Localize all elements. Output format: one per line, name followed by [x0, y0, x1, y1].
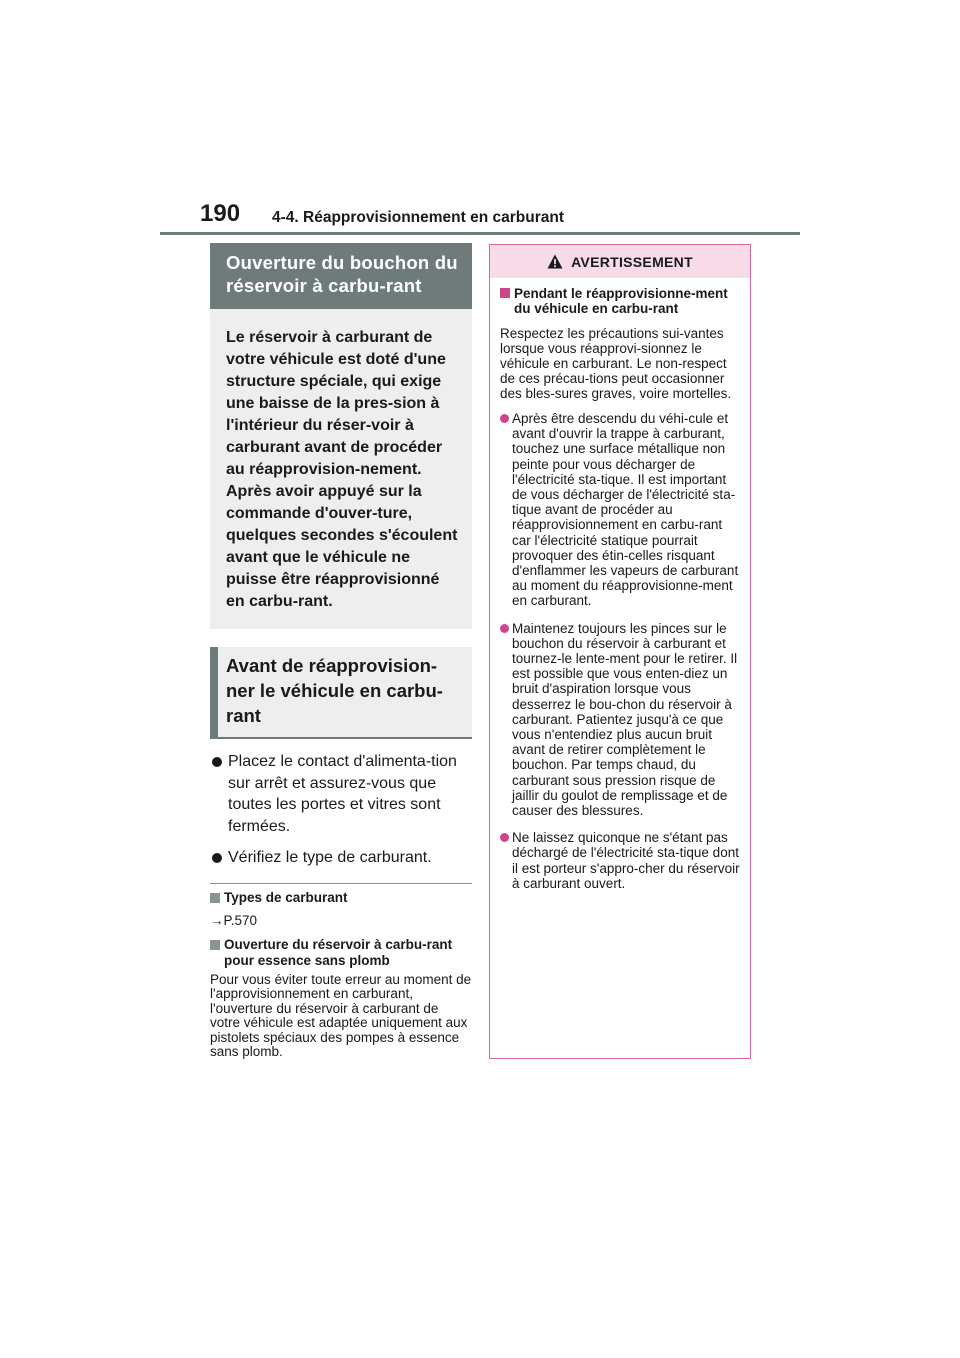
note-title-text: Ouverture du réservoir à carbu-rant pour essence sans plomb — [224, 936, 453, 968]
header-rule — [160, 232, 800, 235]
list-item-text: Placez le contact d'alimenta-tion sur arrêt et assurez-vous que toutes les portes et vitres sont fermées. — [228, 753, 457, 835]
warning-subtitle-text: Pendant le réapprovisionne-ment du véhicule en carbu-rant — [514, 286, 728, 316]
warning-box — [489, 244, 751, 1059]
warning-lead: Respectez les précautions sui-vantes lorsque vous réapprovi-sionnez le véhicule en carburant. Le non-respect de ces précau-tions peut occasionner des bles-sures graves, voire mortelles. — [500, 326, 732, 401]
divider — [210, 883, 472, 884]
left-column — [210, 243, 472, 1060]
note-title — [210, 890, 472, 906]
list-item — [210, 751, 472, 837]
list-item — [500, 621, 740, 819]
bullet-list — [210, 751, 472, 869]
bullet-icon — [212, 757, 222, 767]
warning-icon — [547, 254, 563, 269]
note-title — [210, 937, 472, 969]
square-icon — [210, 893, 220, 903]
page-number: 190 — [200, 200, 241, 227]
note-body: Pour vous éviter toute erreur au moment de l'approvisionnement en carburant, l'ouverture du réservoir à carburant de votre véhicule est adaptée uniquement aux pistolets spéciaux des pompes à essence sans plomb. — [210, 971, 472, 1059]
square-icon — [210, 940, 220, 950]
list-item-text: Vérifiez le type de carburant. — [228, 849, 432, 866]
square-icon — [500, 288, 510, 298]
subheading: Avant de réapprovision-ner le véhicule en carbu-rant — [210, 647, 472, 739]
list-item-text: Maintenez toujours les pinces sur le bouchon du réservoir à carburant et tournez-le lente-ment pour le retirer. Il est possible que vous enten-diez un bruit d'aspiration lorsque vous desserrez le bou-chon du réservoir à carburant. Patientez jusqu'à ce que vous n'entendiez plus aucun bruit avant de retirer complètement le bouchon. Par temps chaud, du carburant sous pression risque de jaillir du goulot de remplissage et de causer des blessures. — [512, 620, 738, 819]
page-reference-link[interactable]: →P.570 — [210, 912, 258, 928]
bullet-icon — [500, 624, 509, 633]
list-item-text: Ne laissez quiconque ne s'étant pas déchargé de l'électricité sta-tique dont il est porteur s'appro-cher du réservoir à carburant ouvert. — [512, 830, 740, 891]
bullet-icon — [500, 414, 509, 423]
list-item — [210, 847, 472, 869]
list-item — [500, 830, 740, 891]
section-title: 4-4. Réapprovisionnement en carburant — [272, 209, 564, 226]
intro-text: Le réservoir à carburant de votre véhicule est doté d'une structure spéciale, qui exige une baisse de la pres-sion à l'intérieur du réser-voir à carburant avant de procéder au réapprovision-nement. Après avoir appuyé sur la commande d'ouver-ture, quelques secondes s'écoulent avant que le véhicule ne puisse être réapprovisionné en carbu-rant. — [226, 329, 458, 610]
note-title-text: Types de carburant — [224, 889, 348, 905]
section-heading: Ouverture du bouchon du réservoir à carbu-rant — [210, 243, 472, 309]
warning-subtitle — [500, 286, 740, 316]
warning-header — [490, 245, 750, 278]
warning-list — [500, 411, 740, 891]
intro-box — [210, 309, 472, 629]
warning-label: AVERTISSEMENT — [571, 253, 693, 270]
list-item-text: Après être descendu du véhi-cule et avant d'ouvrir la trappe à carburant, touchez une surface métallique non peinte pour vous décharger de l'électricité sta-tique. Il est important de vous décharger de l'électricité sta-tique avant de procéder au réapprovisionnement en carbu-rant car l'électricité statique pourrait provoquer des étin-celles risquant d'enflammer les vapeurs de carburant au moment du réapprovisionne-ment en carburant. — [512, 411, 739, 609]
bullet-icon — [500, 833, 509, 842]
bullet-icon — [212, 853, 222, 863]
list-item — [500, 411, 740, 609]
warning-content — [490, 278, 750, 891]
